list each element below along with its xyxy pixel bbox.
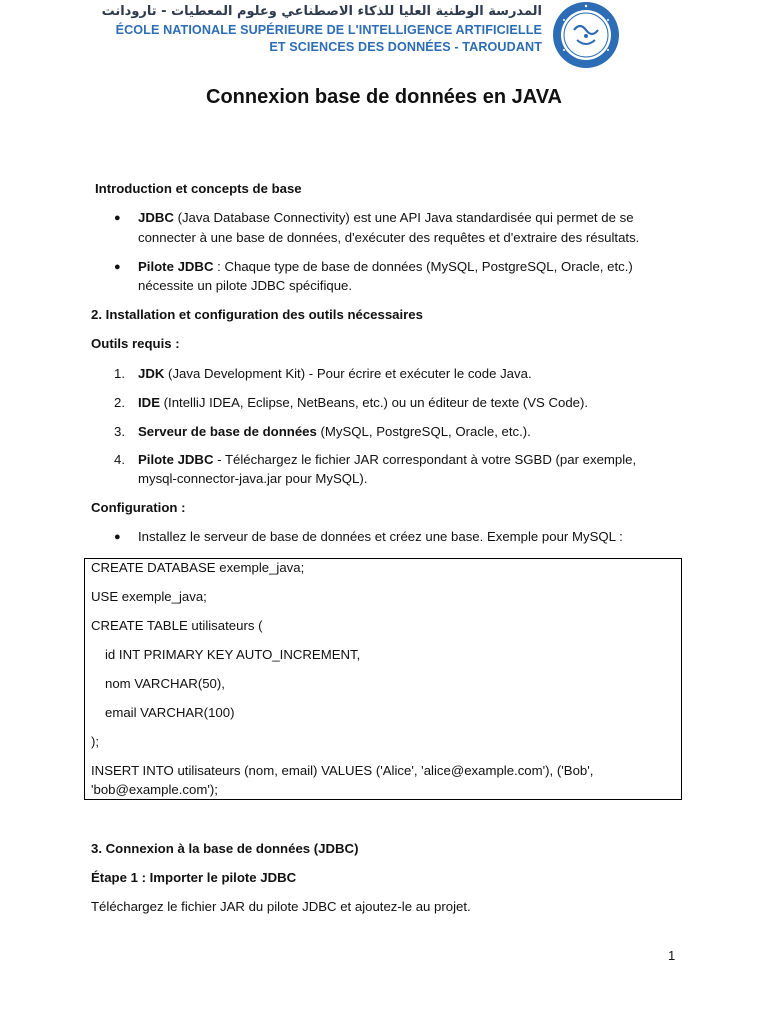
tool-item-server-text: (MySQL, PostgreSQL, Oracle, etc.). xyxy=(316,424,531,439)
intro-bullet-pilote-text: : Chaque type de base de données (MySQL, PostgreSQL, Oracle, etc.) xyxy=(213,259,633,274)
sql-code-box xyxy=(84,558,682,800)
tool-item-ide-text: (IntelliJ IDEA, Eclipse, NetBeans, etc.) ou un éditeur de texte (VS Code). xyxy=(159,395,589,410)
intro-bullet-jdbc-text: (Java Database Connectivity) est une API Java standardisée qui permet de se xyxy=(173,210,634,225)
school-name-french-line1: ÉCOLE NATIONALE SUPÉRIEURE DE L'INTELLIGENCE ARTIFICIELLE xyxy=(115,23,542,37)
step1-text: Téléchargez le fichier JAR du pilote JDBC et ajoutez-le au projet. xyxy=(91,899,471,914)
term-jdk: JDK xyxy=(138,366,165,381)
config-bullet: Installez le serveur de base de données et créez une base. Exemple pour MySQL : xyxy=(138,529,623,544)
tool-item-jdk xyxy=(138,366,532,381)
tool-item-ide xyxy=(138,395,588,410)
document-header xyxy=(0,0,768,72)
intro-bullet-pilote xyxy=(138,259,633,274)
bullet-dot-icon: ● xyxy=(114,212,121,224)
tool-item-server xyxy=(138,424,531,439)
tool-item-pilote xyxy=(138,452,636,467)
list-number: 4. xyxy=(114,452,125,467)
code-line: INSERT INTO utilisateurs (nom, email) VALUES ('Alice', 'alice@example.com'), ('Bob', xyxy=(91,763,594,778)
term-pilote-jdbc: Pilote JDBC xyxy=(138,259,214,274)
config-heading: Configuration : xyxy=(91,500,186,515)
code-line: email VARCHAR(100) xyxy=(105,705,235,720)
code-line: nom VARCHAR(50), xyxy=(105,676,225,691)
list-number: 3. xyxy=(114,424,125,439)
tool-item-jdk-text: (Java Development Kit) - Pour écrire et exécuter le code Java. xyxy=(164,366,532,381)
tool-item-pilote-cont: mysql-connector-java.jar pour MySQL). xyxy=(138,471,368,486)
list-number: 1. xyxy=(114,366,125,381)
intro-bullet-pilote-cont: nécessite un pilote JDBC spécifique. xyxy=(138,278,353,293)
school-name-arabic: المدرسة الوطنية العليا للذكاء الاصطناعي وعلوم المعطيات - تارودانت xyxy=(101,4,542,19)
tools-heading: Outils requis : xyxy=(91,336,180,351)
bullet-dot-icon: ● xyxy=(114,531,121,543)
term-jdbc: JDBC xyxy=(138,210,174,225)
code-line: CREATE TABLE utilisateurs ( xyxy=(91,618,263,633)
term-server: Serveur de base de données xyxy=(138,424,317,439)
section3-heading: 3. Connexion à la base de données (JDBC) xyxy=(91,841,359,856)
intro-heading: Introduction et concepts de base xyxy=(95,181,302,196)
code-line: USE exemple_java; xyxy=(91,589,207,604)
list-number: 2. xyxy=(114,395,125,410)
school-name-french-line2: ET SCIENCES DES DONNÉES - TAROUDANT xyxy=(269,40,542,54)
term-ide: IDE xyxy=(138,395,160,410)
term-pilote: Pilote JDBC xyxy=(138,452,214,467)
code-line: 'bob@example.com'); xyxy=(91,782,218,797)
step1-heading: Étape 1 : Importer le pilote JDBC xyxy=(91,870,297,885)
code-line: ); xyxy=(91,734,100,749)
code-line: id INT PRIMARY KEY AUTO_INCREMENT, xyxy=(105,647,361,662)
section2-heading: 2. Installation et configuration des outils nécessaires xyxy=(91,307,423,322)
page-number: 1 xyxy=(668,948,676,963)
document-title: Connexion base de données en JAVA xyxy=(206,86,562,108)
intro-bullet-jdbc xyxy=(138,210,634,225)
intro-bullet-jdbc-cont: connecter à une base de données, d'exécuter des requêtes et d'extraire des résultats. xyxy=(138,230,640,245)
school-logo-icon xyxy=(550,0,622,70)
tool-item-pilote-text: - Téléchargez le fichier JAR correspondant à votre SGBD (par exemple, xyxy=(213,452,637,467)
bullet-dot-icon: ● xyxy=(114,261,121,273)
code-line: CREATE DATABASE exemple_java; xyxy=(91,560,305,575)
